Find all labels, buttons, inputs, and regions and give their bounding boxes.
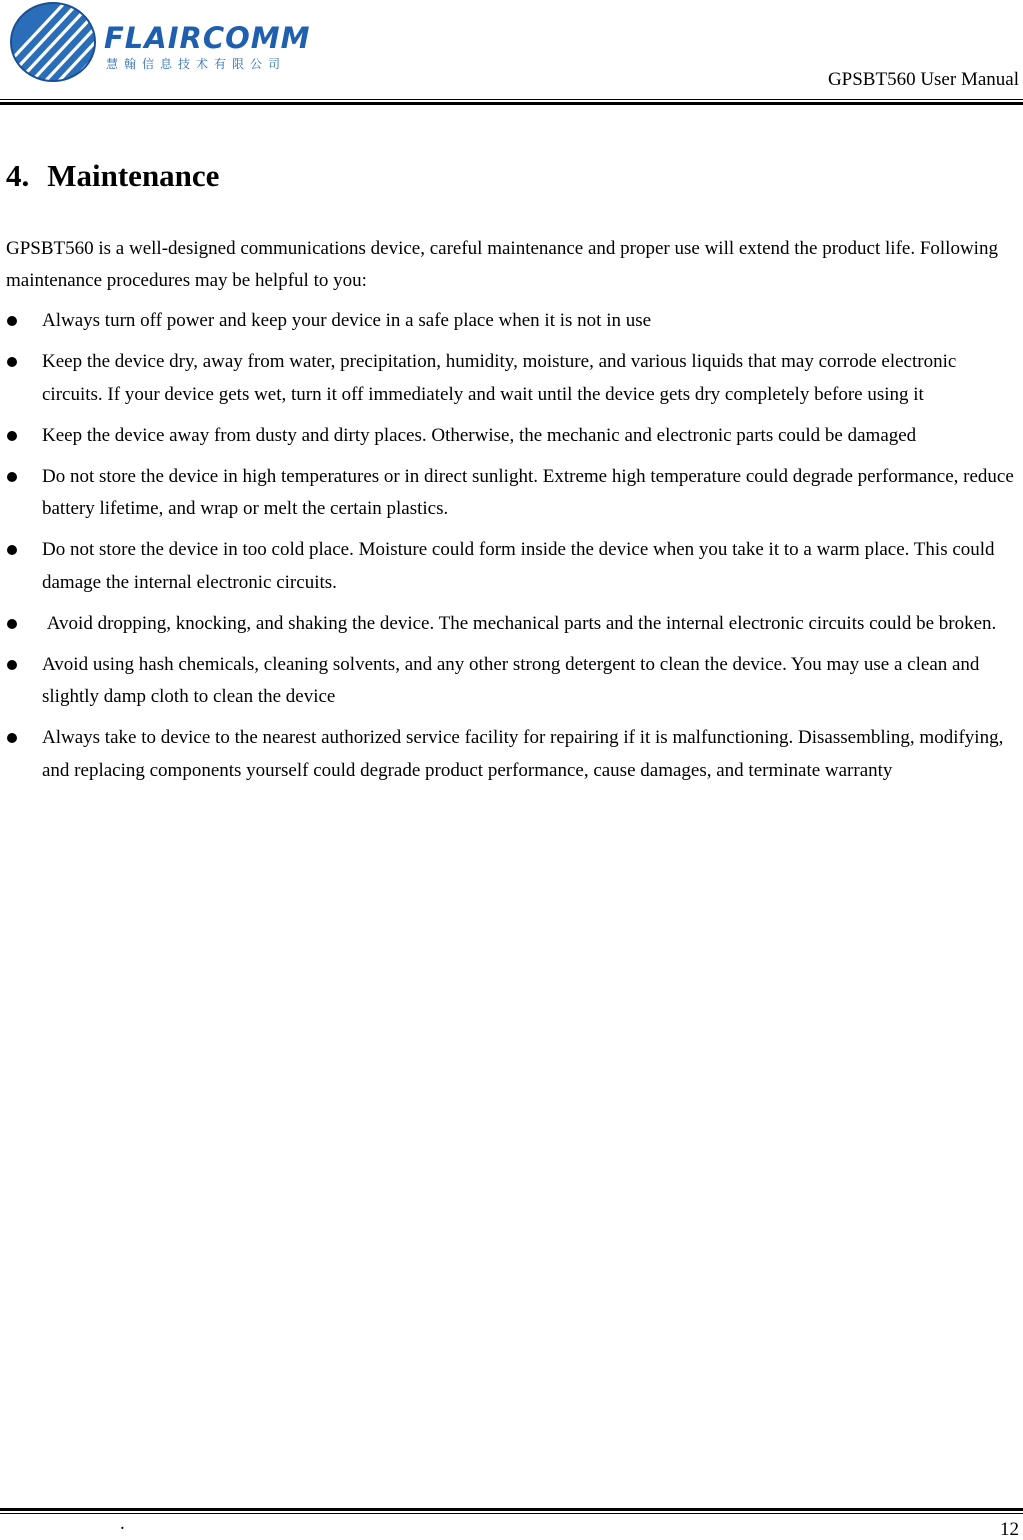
bullet-icon <box>7 316 17 326</box>
list-item <box>0 346 1023 411</box>
list-item <box>0 649 1023 714</box>
list-item-text: Keep the device away from dusty and dirty places. Otherwise, the mechanic and electronic parts could be damaged <box>42 424 917 446</box>
list-item-text: Avoid using hash chemicals, cleaning solvents, and any other strong detergent to clean the device. You may use a clean and slightly damp cloth to clean the device <box>42 653 980 707</box>
list-item <box>0 305 1023 338</box>
header-rule-thin <box>0 99 1023 100</box>
bullet-icon <box>7 733 17 743</box>
footer-mark: . <box>120 1513 125 1534</box>
list-item-text: Do not store the device in too cold place. Moisture could form inside the device when you take it to a warm place. This could damage the internal electronic circuits. <box>42 539 1000 593</box>
logo-subtitle: 慧翰信息技术有限公司 <box>106 57 287 71</box>
section-title: Maintenance <box>47 158 220 193</box>
list-item <box>0 420 1023 453</box>
section-number: 4. <box>6 158 30 193</box>
header-rule-thick <box>0 102 1023 105</box>
bullet-icon <box>7 357 17 367</box>
bullet-icon <box>7 619 17 629</box>
maintenance-list <box>0 305 1023 796</box>
list-item <box>0 722 1023 787</box>
bullet-icon <box>7 545 17 555</box>
bullet-icon <box>7 472 17 482</box>
list-item-text: Keep the device dry, away from water, precipitation, humidity, moisture, and various liquids that may corrode electronic circuits. If your device gets wet, turn it off immediately and wait until the device gets dry completely before using it <box>42 351 957 405</box>
list-item-text: Always take to device to the nearest authorized service facility for repairing if it is malfunctioning. Disassembling, modifying, and replacing components yourself could degrade product performance, cause damages, and terminate warranty <box>42 727 1004 781</box>
company-logo <box>6 0 316 86</box>
bullet-icon <box>7 660 17 670</box>
list-item <box>0 461 1023 526</box>
intro-paragraph: GPSBT560 is a well-designed communications device, careful maintenance and proper use will extend the product life. Following maintenance procedures may be helpful to you: <box>6 238 998 291</box>
list-item-text: Always turn off power and keep your device in a safe place when it is not in use <box>42 310 652 331</box>
logo-wordmark: FLAIRCOMM <box>104 21 311 55</box>
flaircomm-logo-icon <box>10 2 96 82</box>
footer-rule-thin <box>0 1513 1023 1514</box>
document-title: GPSBT560 User Manual <box>827 69 1019 90</box>
list-item <box>0 534 1023 599</box>
section-heading <box>6 160 219 191</box>
list-item-text: Do not store the device in high temperatures or in direct sunlight. Extreme high temperature could degrade performance, reduce battery lifetime, and wrap or melt the certain plastics. <box>42 465 1014 519</box>
list-item-text: Avoid dropping, knocking, and shaking the device. The mechanical parts and the internal electronic circuits could be broken. <box>42 612 997 634</box>
list-item <box>0 608 1023 641</box>
page-number: 12 <box>1000 1519 1019 1540</box>
bullet-icon <box>7 431 17 441</box>
footer-rule-thick <box>0 1508 1023 1511</box>
